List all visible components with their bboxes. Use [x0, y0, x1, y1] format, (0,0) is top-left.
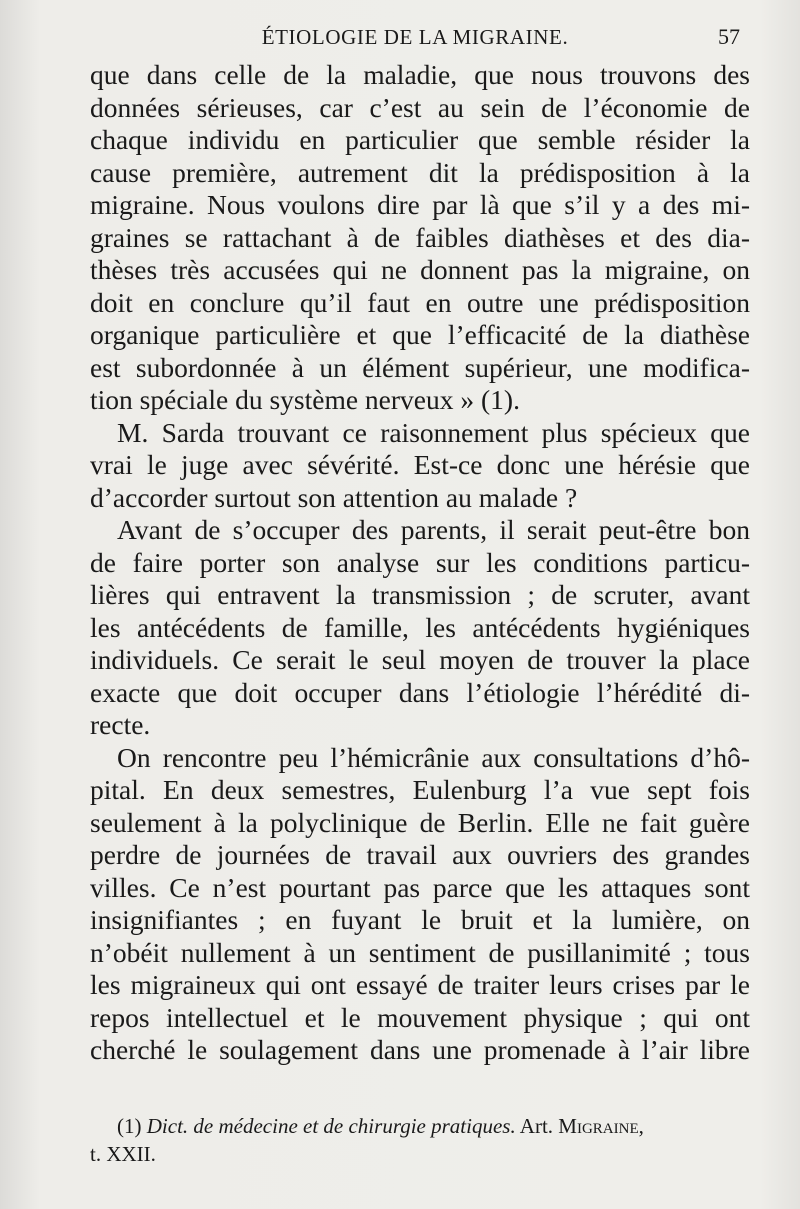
- footnote-source-title: Dict. de médecine et de chirurgie pratiques.: [146, 1114, 516, 1138]
- footnote-line: [90, 1112, 750, 1140]
- text-line: perdre de journées de travail aux ouvriers des grandes: [90, 839, 750, 870]
- footnote-article-label: Art.: [519, 1114, 554, 1138]
- paragraph-start: On rencontre peu l’hémicrânie aux consultations d’hô-: [117, 741, 750, 773]
- text-line: cause première, autrement dit la prédisposition à la: [90, 156, 750, 188]
- text-line: d’accorder surtout son attention au malade ?: [90, 481, 578, 513]
- text-line: données sérieuses, car c’est au sein de l’économie de: [90, 91, 750, 123]
- text-line: que dans celle de la maladie, que nous trouvons des: [90, 59, 750, 90]
- text-line: les antécédents de famille, les antécédents hygiéniques: [90, 611, 750, 643]
- text-line: n’obéit nullement à un sentiment de pusillanimité ; tous: [90, 936, 750, 968]
- text-line: organique particulière et que l’efficacité de la diathèse: [90, 319, 750, 350]
- page-number: 57: [718, 24, 740, 49]
- running-title: ÉTIOLOGIE DE LA MIGRAINE.: [261, 25, 569, 49]
- body-text: [90, 59, 750, 1067]
- text-line: pital. En deux semestres, Eulenburg l’a vue sept fois: [90, 774, 750, 805]
- text-line: repos intellectuel et le mouvement physique ; qui ont: [90, 1001, 750, 1033]
- footnote-volume: t. XXII.: [90, 1142, 156, 1166]
- text-line: graines se rattachant à de faibles diathèses et des dia-: [90, 221, 750, 253]
- text-line: doit en conclure qu’il faut en outre une prédisposition: [90, 286, 750, 318]
- text-line: migraine. Nous voulons dire par là que s’il y a des mi-: [90, 189, 750, 220]
- text-line: de faire porter son analyse sur les conditions particu-: [90, 546, 750, 578]
- text-line: individuels. Ce serait le seul moyen de trouver la place: [90, 644, 750, 675]
- footnote-article-name: Migraine,: [558, 1114, 644, 1138]
- text-line: thèses très accusées qui ne donnent pas la migraine, on: [90, 254, 750, 285]
- footnote: [90, 1112, 750, 1168]
- text-line: cherché le soulagement dans une promenade à l’air libre: [90, 1034, 750, 1065]
- text-line: villes. Ce n’est pourtant pas parce que les attaques sont: [90, 871, 750, 903]
- text-line: tion spéciale du système nerveux » (1).: [90, 384, 520, 415]
- text-line: recte.: [90, 709, 151, 740]
- text-line: seulement à la polyclinique de Berlin. Elle ne fait guère: [90, 806, 750, 838]
- text-line: exacte que doit occuper dans l’étiologie l’hérédité di-: [90, 676, 750, 708]
- text-line: insignifiantes ; en fuyant le bruit et la lumière, on: [90, 904, 750, 935]
- text-line: les migraineux qui ont essayé de traiter leurs crises par le: [90, 969, 750, 1000]
- paragraph-start: Avant de s’occuper des parents, il serait peut-être bon: [117, 514, 750, 545]
- paragraph-start: M. Sarda trouvant ce raisonnement plus spécieux que: [117, 416, 750, 448]
- text-line: chaque individu en particulier que semble résider la: [90, 124, 750, 155]
- text-line: vrai le juge avec sévérité. Est-ce donc une hérésie que: [90, 449, 750, 480]
- footnote-marker: (1): [117, 1114, 142, 1138]
- text-line: est subordonnée à un élément supérieur, une modifica-: [90, 351, 750, 383]
- running-head: [90, 20, 740, 54]
- text-line: lières qui entravent la transmission ; de scruter, avant: [90, 579, 750, 610]
